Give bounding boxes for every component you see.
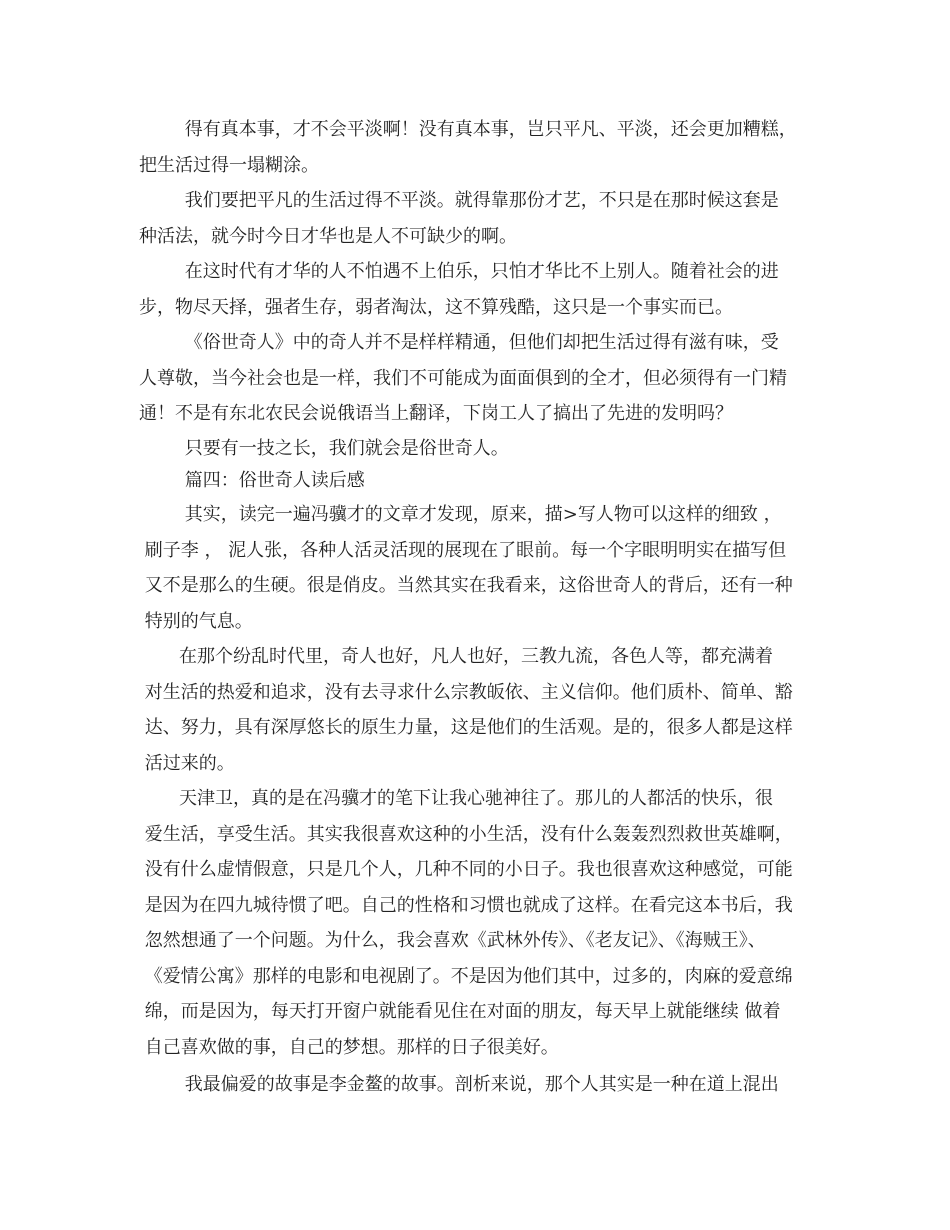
text-line: 忽然想通了一个问题。为什么，我会喜欢《武林外传》、《老友记》、《海贼王》、 [139, 930, 766, 951]
text-line: 步，物尽天择，强者生存，弱者淘汰，这不算残酷，这只是一个事实而已。 [139, 297, 733, 318]
text-line: 特别的气息。 [139, 611, 253, 632]
text-line: 在这时代有才华的人不怕遇不上伯乐，只怕才华比不上别人。随着社会的进 [139, 261, 779, 282]
text-line: 得有真本事，才不会平淡啊！没有真本事，岂只平凡、平淡，还会更加糟糕， [139, 119, 797, 140]
text-line: 自己喜欢做的事，自己的梦想。那样的日子很美好。 [139, 1037, 559, 1058]
text-line: 没有什么虚情假意，只是几个人，几种不同的小日子。我也很喜欢这种感觉，可能 [139, 859, 793, 880]
text-line: 绵，而是因为，每天打开窗户就能看见住在对面的朋友，每天早上就能继续 做着 [139, 1001, 781, 1022]
section-heading: 篇四：俗世奇人读后感 [139, 470, 365, 491]
text-line: 人尊敬，当今社会也是一样，我们不可能成为面面俱到的全才，但必须得有一门精 [139, 368, 787, 389]
text-line: 其实，读完一遍冯骥才的文章才发现，原来，描>写人物可以这样的细致 ， [139, 504, 782, 525]
text-line: 《俗世奇人》中的奇人并不是样样精通，但他们却把生活过得有滋有味，受 [139, 332, 779, 353]
text-line: 《爱情公寓》那样的电影和电视剧了。不是因为他们其中，过多的，肉麻的爱意绵 [139, 966, 793, 987]
text-line: 刷子李 ， 泥人张，各种人活灵活现的展现在了眼前。每一个字眼明明实在描写但 [139, 540, 787, 561]
text-line: 活过来的。 [139, 753, 235, 774]
text-line: 爱生活，享受生活。其实我很喜欢这种的小生活，没有什么轰轰烈烈救世英雄啊， [139, 824, 793, 845]
text-line: 达、努力，具有深厚悠长的原生力量，这是他们的生活观。是的，很多人都是这样 [139, 717, 793, 738]
text-line: 把生活过得一塌糊涂。 [139, 155, 319, 176]
text-line: 对生活的热爱和追求，没有去寻求什么宗教皈依、主义信仰。他们质朴、简单、豁 [139, 682, 793, 703]
text-line: 是因为在四九城待惯了吧。自己的性格和习惯也就成了这样。在看完这本书后，我 [139, 895, 793, 916]
text-line: 通！不是有东北农民会说俄语当上翻译，下岗工人了搞出了先进的发明吗？ [139, 403, 733, 424]
text-line: 我最偏爱的故事是李金鳌的故事。剖析来说，那个人其实是一种在道上混出 [139, 1074, 779, 1095]
text-line: 天津卫，真的是在冯骥才的笔下让我心驰神往了。那儿的人都活的快乐，很 [139, 788, 774, 809]
text-line: 我们要把平凡的生活过得不平淡。就得靠那份才艺，不只是在那时候这套是 [139, 190, 779, 211]
text-line: 种活法，就今时今日才华也是人不可缺少的啊。 [139, 226, 517, 247]
text-line: 在那个纷乱时代里，奇人也好，凡人也好，三教九流，各色人等，都充满着 [139, 646, 774, 667]
text-line: 只要有一技之长，我们就会是俗世奇人。 [139, 438, 509, 459]
text-line: 又不是那么的生硬。很是俏皮。当然其实在我看来，这俗世奇人的背后，还有一种 [139, 575, 793, 596]
